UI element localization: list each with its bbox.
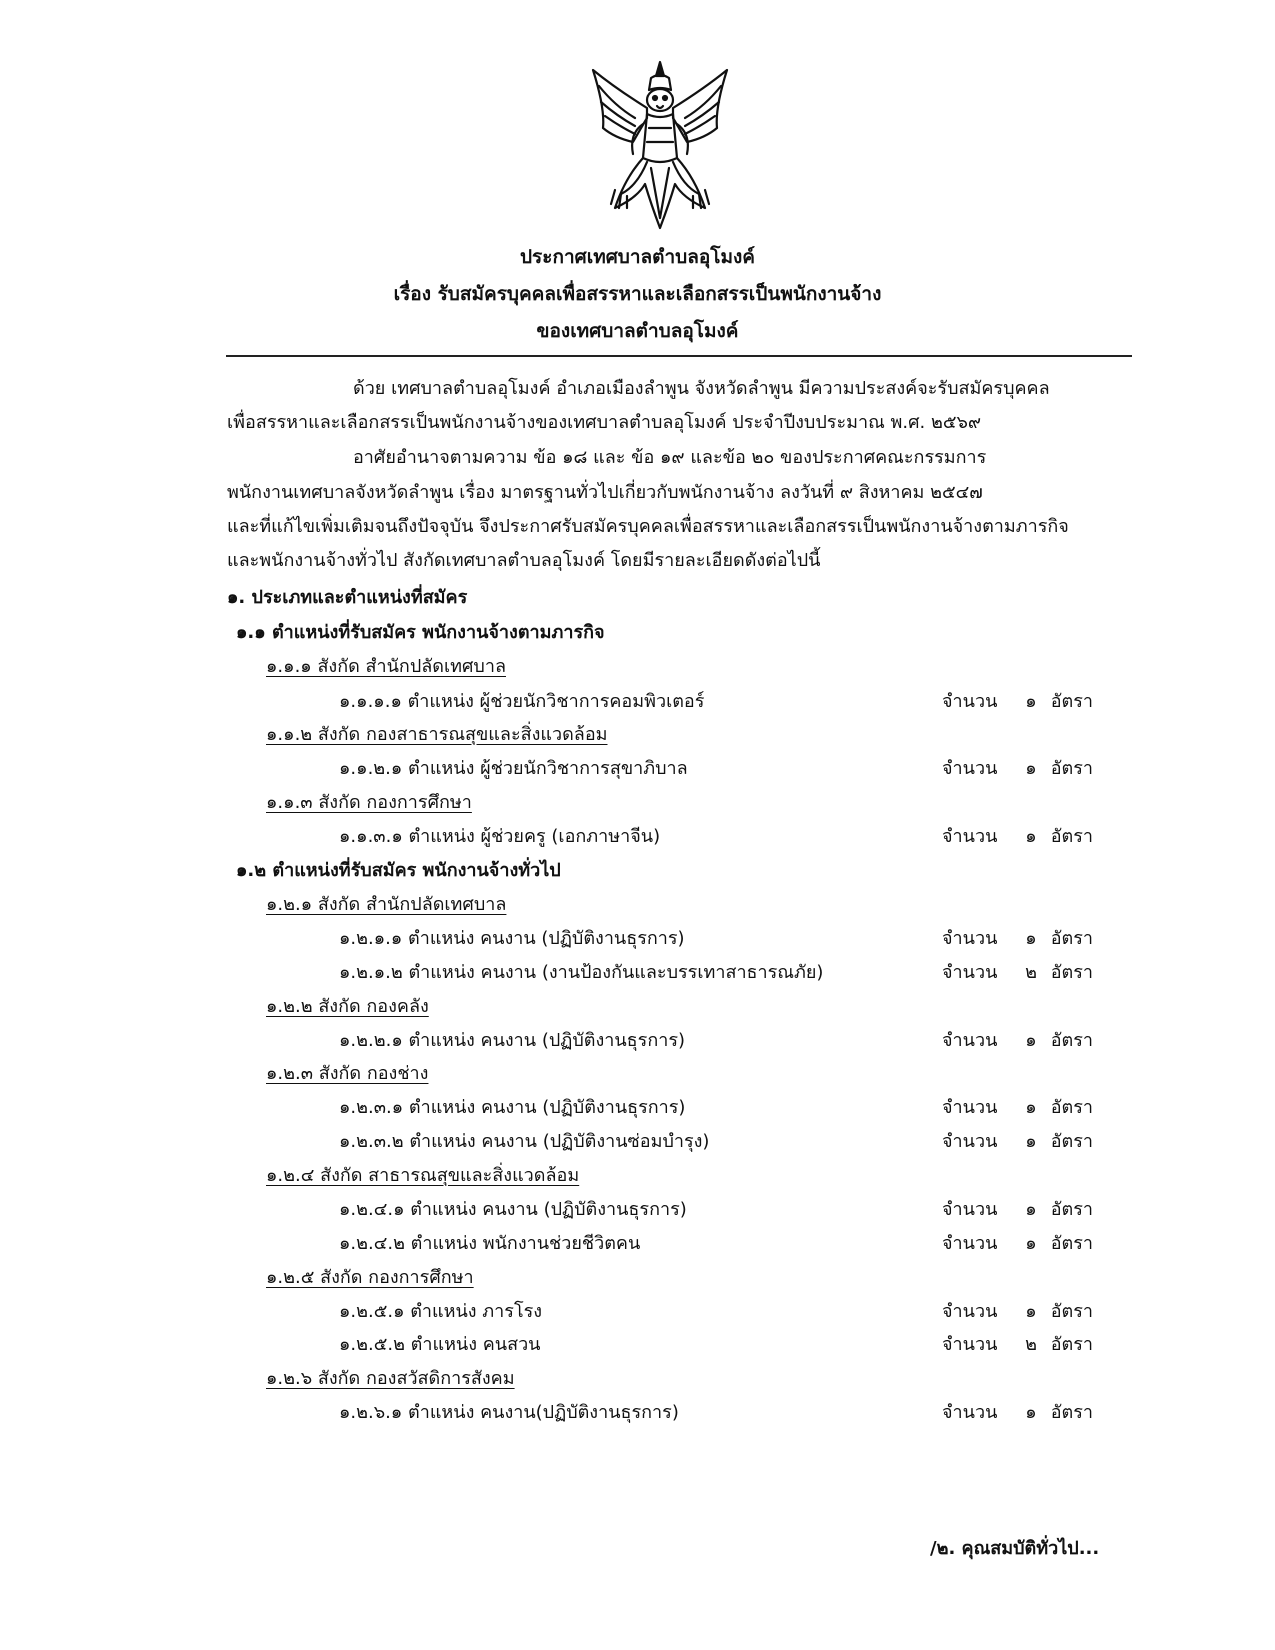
- unit-heading: ๑.๒.๕ สังกัด กองการศึกษา: [266, 1267, 474, 1288]
- unit-heading: ๑.๑.๑ สังกัด สำนักปลัดเทศบาล: [266, 656, 506, 677]
- quantity: จำนวน ๑ อัตรา: [942, 928, 1094, 949]
- unit-heading: ๑.๒.๖ สังกัด กองสวัสดิการสังคม: [266, 1368, 515, 1389]
- unit-heading: ๑.๒.๑ สังกัด สำนักปลัดเทศบาล: [266, 894, 507, 915]
- position-item: ๑.๑.๑.๑ ตำแหน่ง ผู้ช่วยนักวิชาการคอมพิวเตอร์: [339, 691, 705, 712]
- position-item: ๑.๒.๑.๒ ตำแหน่ง คนงาน (งานป้องกันและบรรเทาสาธารณภัย): [339, 962, 824, 983]
- header-divider: [226, 355, 1132, 357]
- position-item: ๑.๒.๔.๑ ตำแหน่ง คนงาน (ปฏิบัติงานธุรการ): [339, 1199, 687, 1220]
- intro-paragraph-2-line-1: อาศัยอำนาจตามความ ข้อ ๑๘ และ ข้อ ๑๙ และข้อ ๒๐ ของประกาศคณะกรรมการ: [353, 447, 987, 468]
- quantity: จำนวน ๒ อัตรา: [942, 962, 1094, 983]
- announcement-title: ประกาศเทศบาลตำบลอุโมงค์: [520, 246, 755, 268]
- section-1-1-title: ๑.๑ ตำแหน่งที่รับสมัคร พนักงานจ้างตามภารกิจ: [236, 622, 605, 643]
- quantity: จำนวน ๒ อัตรา: [942, 1334, 1094, 1355]
- quantity: จำนวน ๑ อัตรา: [942, 1199, 1094, 1220]
- quantity: จำนวน ๑ อัตรา: [942, 826, 1094, 847]
- quantity: จำนวน ๑ อัตรา: [942, 1402, 1094, 1423]
- continuation-note: /๒. คุณสมบัติทั่วไป...: [930, 1538, 1100, 1559]
- position-item: ๑.๑.๒.๑ ตำแหน่ง ผู้ช่วยนักวิชาการสุขาภิบาล: [339, 758, 688, 779]
- position-item: ๑.๑.๓.๑ ตำแหน่ง ผู้ช่วยครู (เอกภาษาจีน): [339, 826, 661, 847]
- position-item: ๑.๒.๑.๑ ตำแหน่ง คนงาน (ปฏิบัติงานธุรการ): [339, 928, 685, 949]
- announcement-subject-continued: ของเทศบาลตำบลอุโมงค์: [536, 320, 739, 342]
- announcement-subject: เรื่อง รับสมัครบุคคลเพื่อสรรหาและเลือกสรรเป็นพนักงานจ้าง: [393, 283, 882, 305]
- section-1-title: ๑. ประเภทและตำแหน่งที่สมัคร: [227, 587, 468, 608]
- unit-heading: ๑.๑.๓ สังกัด กองการศึกษา: [266, 792, 472, 813]
- position-item: ๑.๒.๒.๑ ตำแหน่ง คนงาน (ปฏิบัติงานธุรการ): [339, 1030, 686, 1051]
- quantity: จำนวน ๑ อัตรา: [942, 1233, 1094, 1254]
- position-item: ๑.๒.๕.๒ ตำแหน่ง คนสวน: [339, 1334, 541, 1355]
- unit-heading: ๑.๒.๔ สังกัด สาธารณสุขและสิ่งแวดล้อม: [266, 1165, 580, 1186]
- position-item: ๑.๒.๓.๒ ตำแหน่ง คนงาน (ปฏิบัติงานซ่อมบำรุง): [339, 1131, 710, 1152]
- unit-heading: ๑.๑.๒ สังกัด กองสาธารณสุขและสิ่งแวดล้อม: [266, 724, 608, 745]
- unit-heading: ๑.๒.๒ สังกัด กองคลัง: [266, 996, 429, 1017]
- intro-paragraph-2-line-3: และที่แก้ไขเพิ่มเติมจนถึงปัจจุบัน จึงประกาศรับสมัครบุคคลเพื่อสรรหาและเลือกสรรเป็นพนักงานจ้างตามภารกิจ: [227, 516, 1069, 537]
- quantity: จำนวน ๑ อัตรา: [942, 1131, 1094, 1152]
- section-1-2-title: ๑.๒ ตำแหน่งที่รับสมัคร พนักงานจ้างทั่วไป: [236, 860, 561, 881]
- position-item: ๑.๒.๓.๑ ตำแหน่ง คนงาน (ปฏิบัติงานธุรการ): [339, 1097, 686, 1118]
- position-item: ๑.๒.๕.๑ ตำแหน่ง ภารโรง: [339, 1301, 543, 1322]
- quantity: จำนวน ๑ อัตรา: [942, 691, 1094, 712]
- quantity: จำนวน ๑ อัตรา: [942, 1030, 1094, 1051]
- position-item: ๑.๒.๖.๑ ตำแหน่ง คนงาน(ปฏิบัติงานธุรการ): [339, 1402, 679, 1423]
- quantity: จำนวน ๑ อัตรา: [942, 1301, 1094, 1322]
- unit-heading: ๑.๒.๓ สังกัด กองช่าง: [266, 1063, 429, 1084]
- quantity: จำนวน ๑ อัตรา: [942, 758, 1094, 779]
- quantity: จำนวน ๑ อัตรา: [942, 1097, 1094, 1118]
- garuda-emblem-icon: [585, 58, 735, 238]
- intro-paragraph-2-line-4: และพนักงานจ้างทั่วไป สังกัดเทศบาลตำบลอุโมงค์ โดยมีรายละเอียดดังต่อไปนี้: [227, 550, 821, 571]
- intro-paragraph-2-line-2: พนักงานเทศบาลจังหวัดลำพูน เรื่อง มาตรฐานทั่วไปเกี่ยวกับพนักงานจ้าง ลงวันที่ ๙ สิงหาคม ๒๕๔๗: [227, 482, 983, 503]
- intro-paragraph-1-line-1: ด้วย เทศบาลตำบลอุโมงค์ อำเภอเมืองลำพูน จังหวัดลำพูน มีความประสงค์จะรับสมัครบุคคล: [353, 378, 1050, 399]
- position-item: ๑.๒.๔.๒ ตำแหน่ง พนักงานช่วยชีวิตคน: [339, 1233, 641, 1254]
- intro-paragraph-1-line-2: เพื่อสรรหาและเลือกสรรเป็นพนักงานจ้างของเทศบาลตำบลอุโมงค์ ประจำปีงบประมาณ พ.ศ. ๒๕๖๙: [227, 412, 982, 433]
